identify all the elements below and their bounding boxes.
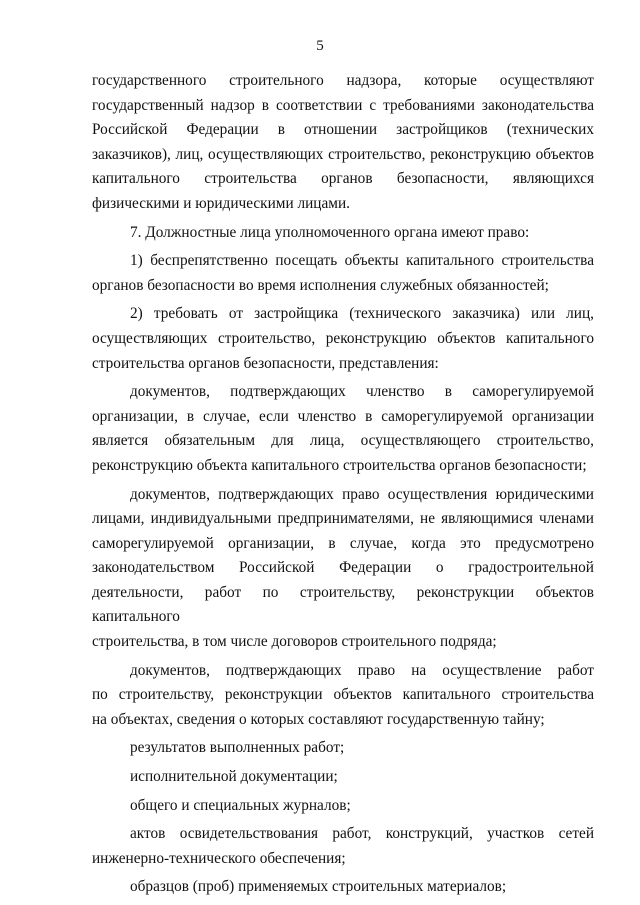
text-line: законодательством Российской Федерации о градостроительной: [92, 559, 594, 577]
page-number: 5: [316, 38, 324, 54]
text-line: физическими и юридическими лицами.: [92, 194, 350, 212]
text-line: инженерно-технического обеспечения;: [92, 849, 346, 867]
text-line: общего и специальных журналов;: [130, 796, 351, 814]
text-line: строительства, в том числе договоров строительного подряда;: [92, 633, 497, 651]
text-line: является обязательным для лица, осуществляющего строительство,: [92, 432, 594, 450]
text-line: государственный надзор в соответствии с требованиями законодательства: [92, 96, 594, 114]
text-line: 2) требовать от застройщика (технического заказчика) или лиц,: [130, 305, 594, 323]
text-line: актов освидетельствования работ, конструкций, участков сетей: [130, 825, 594, 843]
text-line: деятельности, работ по строительству, реконструкции объектов капитального: [92, 583, 594, 626]
text-line: документов, подтверждающих членство в саморегулируемой: [130, 383, 594, 401]
text-line: документов, подтверждающих право осуществления юридическими: [130, 485, 594, 503]
text-line: образцов (проб) применяемых строительных материалов;: [130, 878, 507, 896]
text-line: Российской Федерации в отношении застройщиков (технических: [92, 121, 594, 139]
text-line: исполнительной документации;: [130, 768, 338, 786]
text-line: 1) беспрепятственно посещать объекты капитального строительства: [130, 252, 594, 270]
text-line: заказчиков), лиц, осуществляющих строительство, реконструкцию объектов: [92, 145, 594, 163]
text-line: реконструкцию объекта капитального строительства органов безопасности;: [92, 456, 587, 474]
text-line: результатов выполненных работ;: [130, 739, 345, 757]
text-line: органов безопасности во время исполнения служебных обязанностей;: [92, 276, 549, 294]
text-line: капитального строительства органов безопасности, являющихся: [92, 170, 594, 188]
text-line: документов, подтверждающих право на осуществление работ: [130, 661, 594, 679]
text-line: организации, в случае, если членство в саморегулируемой организации: [92, 407, 594, 425]
document-body: [92, 69, 594, 900]
text-line: лицами, индивидуальными предпринимателями, не являющимися членами: [92, 510, 594, 528]
text-line: осуществляющих строительство, реконструкцию объектов капитального: [92, 329, 594, 347]
text-line: по строительству, реконструкции объектов капитального строительства: [92, 686, 594, 704]
text-line: 7. Должностные лица уполномоченного органа имеют право:: [130, 223, 530, 241]
text-line: строительства органов безопасности, представления:: [92, 354, 439, 372]
text-line: саморегулируемой организации, в случае, когда это предусмотрено: [92, 534, 594, 552]
text-line: на объектах, сведения о которых составляют государственную тайну;: [92, 710, 545, 728]
text-line: государственного строительного надзора, которые осуществляют: [92, 72, 594, 89]
